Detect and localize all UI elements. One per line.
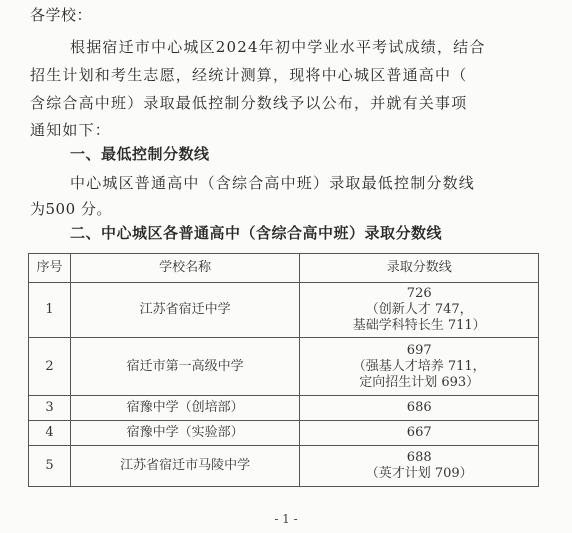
header-score: 录取分数线 xyxy=(300,254,539,283)
school-name: 宿豫中学（创培部） xyxy=(70,396,300,421)
row-number: 3 xyxy=(29,396,71,421)
table-row xyxy=(29,338,539,396)
score-value: 667 xyxy=(300,421,539,446)
row-number: 5 xyxy=(29,446,71,487)
section-1-line-2: 为500 分。 xyxy=(30,200,112,218)
score-table xyxy=(28,253,539,487)
table-row xyxy=(29,446,539,487)
section-1-heading: 一、最低控制分数线 xyxy=(70,145,210,163)
section-2-heading: 二、中心城区各普通高中（含综合高中班）录取分数线 xyxy=(70,224,443,242)
table-row xyxy=(29,421,539,446)
score-note: 基础学科特长生 711） xyxy=(352,318,486,333)
score-value: 697 xyxy=(406,342,432,358)
school-name: 江苏省宿迁市马陵中学 xyxy=(70,446,300,487)
score-note: 定向招生计划 693） xyxy=(359,374,480,390)
header-number: 序号 xyxy=(29,254,71,283)
row-number: 4 xyxy=(29,421,71,446)
section-1-line-1: 中心城区普通高中（含综合高中班）录取最低控制分数线 xyxy=(70,174,476,192)
intro-line-3: 含综合高中班）录取最低控制分数线予以公布，并就有关事项 xyxy=(30,94,468,112)
school-name: 江苏省宿迁中学 xyxy=(70,283,300,338)
table-row xyxy=(29,283,539,338)
score-value: 686 xyxy=(300,396,539,421)
school-name: 宿豫中学（实验部） xyxy=(70,421,300,446)
greeting: 各学校： xyxy=(30,6,93,24)
header-school-name: 学校名称 xyxy=(70,254,300,283)
row-number: 1 xyxy=(29,283,71,338)
page-number: - 1 - xyxy=(274,512,298,526)
score-cell xyxy=(300,338,539,396)
score-note: （强基人才培养 711， xyxy=(352,358,486,374)
intro-line-2: 招生计划和考生志愿，经统计测算，现将中心城区普通高中（ xyxy=(30,66,468,84)
school-name: 宿迁市第一高级中学 xyxy=(70,338,300,396)
score-note: （英才计划 709） xyxy=(365,466,473,481)
table-row xyxy=(29,396,539,421)
score-value: 726 xyxy=(406,286,432,301)
table-header-row xyxy=(29,254,539,283)
score-value: 688 xyxy=(406,450,432,465)
score-cell xyxy=(300,446,539,487)
intro-line-1: 根据宿迁市中心城区2024年初中学业水平考试成绩，结合 xyxy=(70,38,486,56)
score-cell xyxy=(300,283,539,338)
row-number: 2 xyxy=(29,338,71,396)
intro-line-4: 通知如下： xyxy=(30,121,112,139)
score-note: （创新人才 747， xyxy=(365,302,473,317)
